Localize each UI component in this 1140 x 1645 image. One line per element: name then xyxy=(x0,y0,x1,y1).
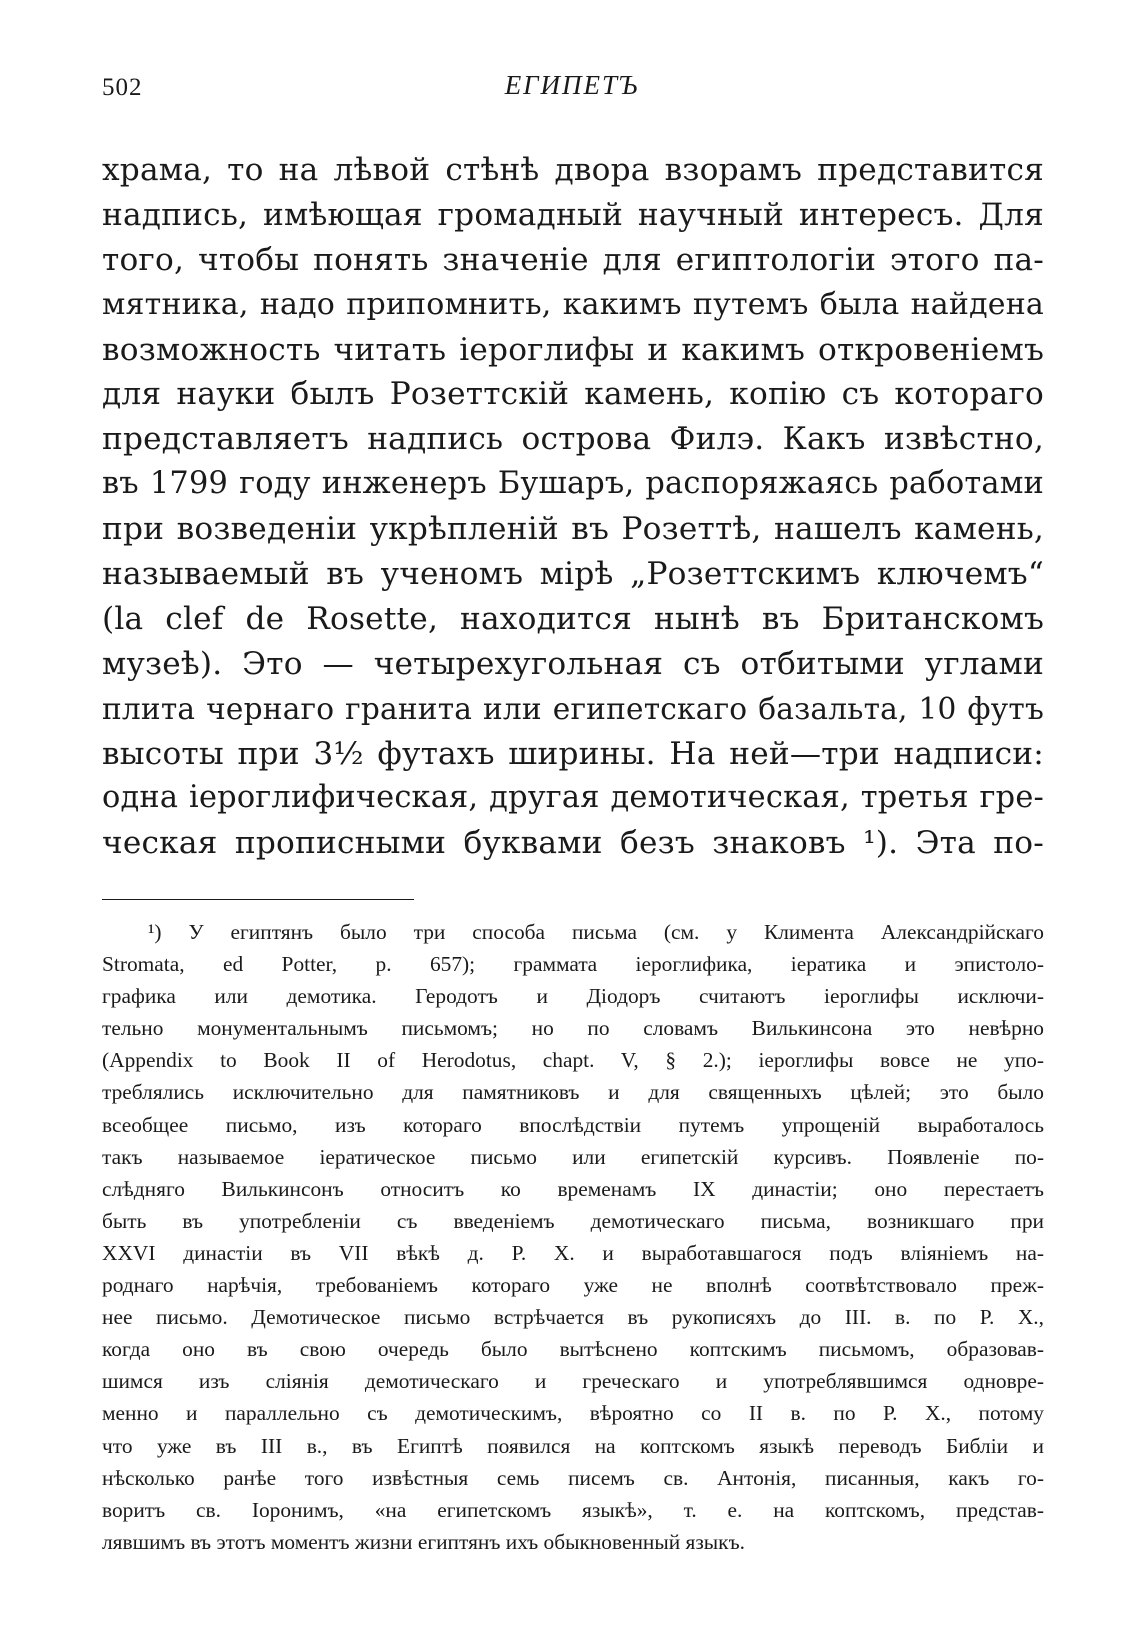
footnote-line: (Appendix to Book II of Herodotus, chapt. V, § 2.); iероглифы вовсе не упо- xyxy=(102,1048,1044,1073)
main-text-line: для науки былъ Розеттскiй камень, копiю съ котораго xyxy=(102,376,1044,413)
main-text-line: (la clef de Rosette, находится нынѣ въ Британскомъ xyxy=(102,600,1044,637)
footnote-divider xyxy=(102,899,414,900)
main-text-line: называемый въ ученомъ мiрѣ „Розеттскимъ ключемъ“ xyxy=(102,556,1044,593)
page-number: 502 xyxy=(102,74,143,101)
footnote-line: тельно монументальнымъ письмомъ; но по словамъ Вилькинсона это невѣрно xyxy=(102,1016,1044,1041)
running-title: ЕГИПЕТЪ xyxy=(504,70,640,100)
footnote-line: шимся изъ слiянiя демотическаго и греческаго и употреблявшимся одновре- xyxy=(102,1369,1044,1394)
main-text-line: надпись, имѣющая громадный научный интересъ. Для xyxy=(102,196,1044,233)
footnote-line: быть въ употребленiи съ введенiемъ демотическаго письма, возникшаго при xyxy=(102,1208,1044,1233)
main-text-line: того, чтобы понять значенiе для египтологiи этого па- xyxy=(102,241,1044,278)
footnote-line: воритъ св. Iоронимъ, «на египетскомъ языкѣ», т. е. на коптскомъ, представ- xyxy=(102,1497,1044,1522)
main-text-line: представляетъ надпись острова Филэ. Какъ извѣстно, xyxy=(102,421,1044,458)
main-text-line: музеѣ). Это — четырехугольная съ отбитыми углами xyxy=(102,645,1044,682)
footnote-line: роднаго нарѣчiя, требованiемъ котораго уже не вполнѣ соотвѣтствовало преж- xyxy=(102,1273,1044,1298)
footnote-line: XXVI династiи въ VII вѣкѣ д. Р. Х. и выработавшагося подъ влiянiемъ на- xyxy=(102,1240,1044,1265)
footnote-line: Stromata, ed Potter, p. 657); грамматa iероглифика, iератика и эпистоло- xyxy=(102,952,1044,977)
main-text-line: плита чернаго гранита или египетскаго базальта, 10 футъ xyxy=(102,691,1044,726)
main-text-line: при возведенiи укрѣпленiй въ Розеттѣ, нашелъ камень, xyxy=(102,511,1044,548)
footnote-line: всеобщее письмо, изъ котораго впослѣдствiи путемъ упрощенiй выработалось xyxy=(102,1112,1044,1137)
main-text-line: въ 1799 году инженеръ Бушаръ, распоряжаясь работами xyxy=(102,466,1044,502)
main-text-line: возможность читать iероглифы и какимъ откровенiемъ xyxy=(102,331,1044,368)
footnote-line: ¹) У египтянъ было три способа письма (см. у Климента Александрiйскаго xyxy=(148,920,1044,944)
main-text-line: одна iероглифическая, другая демотическая, третья гре- xyxy=(102,780,1044,816)
main-text-block xyxy=(102,148,1044,866)
footnote-block xyxy=(102,916,1044,1558)
footnote-line: менно и параллельно съ демотическимъ, вѣроятно со II в. по Р. Х., потому xyxy=(102,1401,1044,1426)
main-text-line: высоты при 3½ футахъ ширины. На ней—три надписи: xyxy=(102,735,1044,772)
footnote-line: такъ называемое iератическое письмо или египетскiй курсивъ. Появленiе по- xyxy=(102,1144,1044,1169)
main-text-line: ческая прописными буквами безъ знаковъ ¹). Эта по- xyxy=(102,825,1044,862)
page-header xyxy=(102,68,1042,108)
footnote-line: графика или демотика. Геродотъ и Дiодоръ считаютъ iероглифы исключи- xyxy=(102,984,1044,1009)
footnote-line: слѣдняго Вилькинсонъ относитъ ко временамъ IX династiи; оно перестаетъ xyxy=(102,1176,1044,1201)
footnote-line: когда оно въ свою очередь было вытѣснено коптскимъ письмомъ, образовав- xyxy=(102,1337,1044,1362)
main-text-line: мятника, надо припомнить, какимъ путемъ была найдена xyxy=(102,286,1044,322)
footnote-line: треблялись исключительно для памятниковъ и для священныхъ цѣлей; это было xyxy=(102,1080,1044,1105)
footnote-line: нѣсколько ранѣе того извѣстныя семь писемъ св. Антонiя, писанныя, какъ го- xyxy=(102,1465,1044,1490)
footnote-line: нее письмо. Демотическое письмо встрѣчается въ рукописяхъ до III. в. по Р. Х., xyxy=(102,1305,1044,1330)
main-text-line: храма, то на лѣвой стѣнѣ двора взорамъ представится xyxy=(102,152,1044,188)
footnote-line: лявшимъ въ этотъ моментъ жизни египтянъ ихъ обыкновенный языкъ. xyxy=(102,1529,745,1554)
footnote-line: что уже въ III в., въ Египтѣ появился на коптскомъ языкѣ переводъ Библiи и xyxy=(102,1433,1044,1458)
